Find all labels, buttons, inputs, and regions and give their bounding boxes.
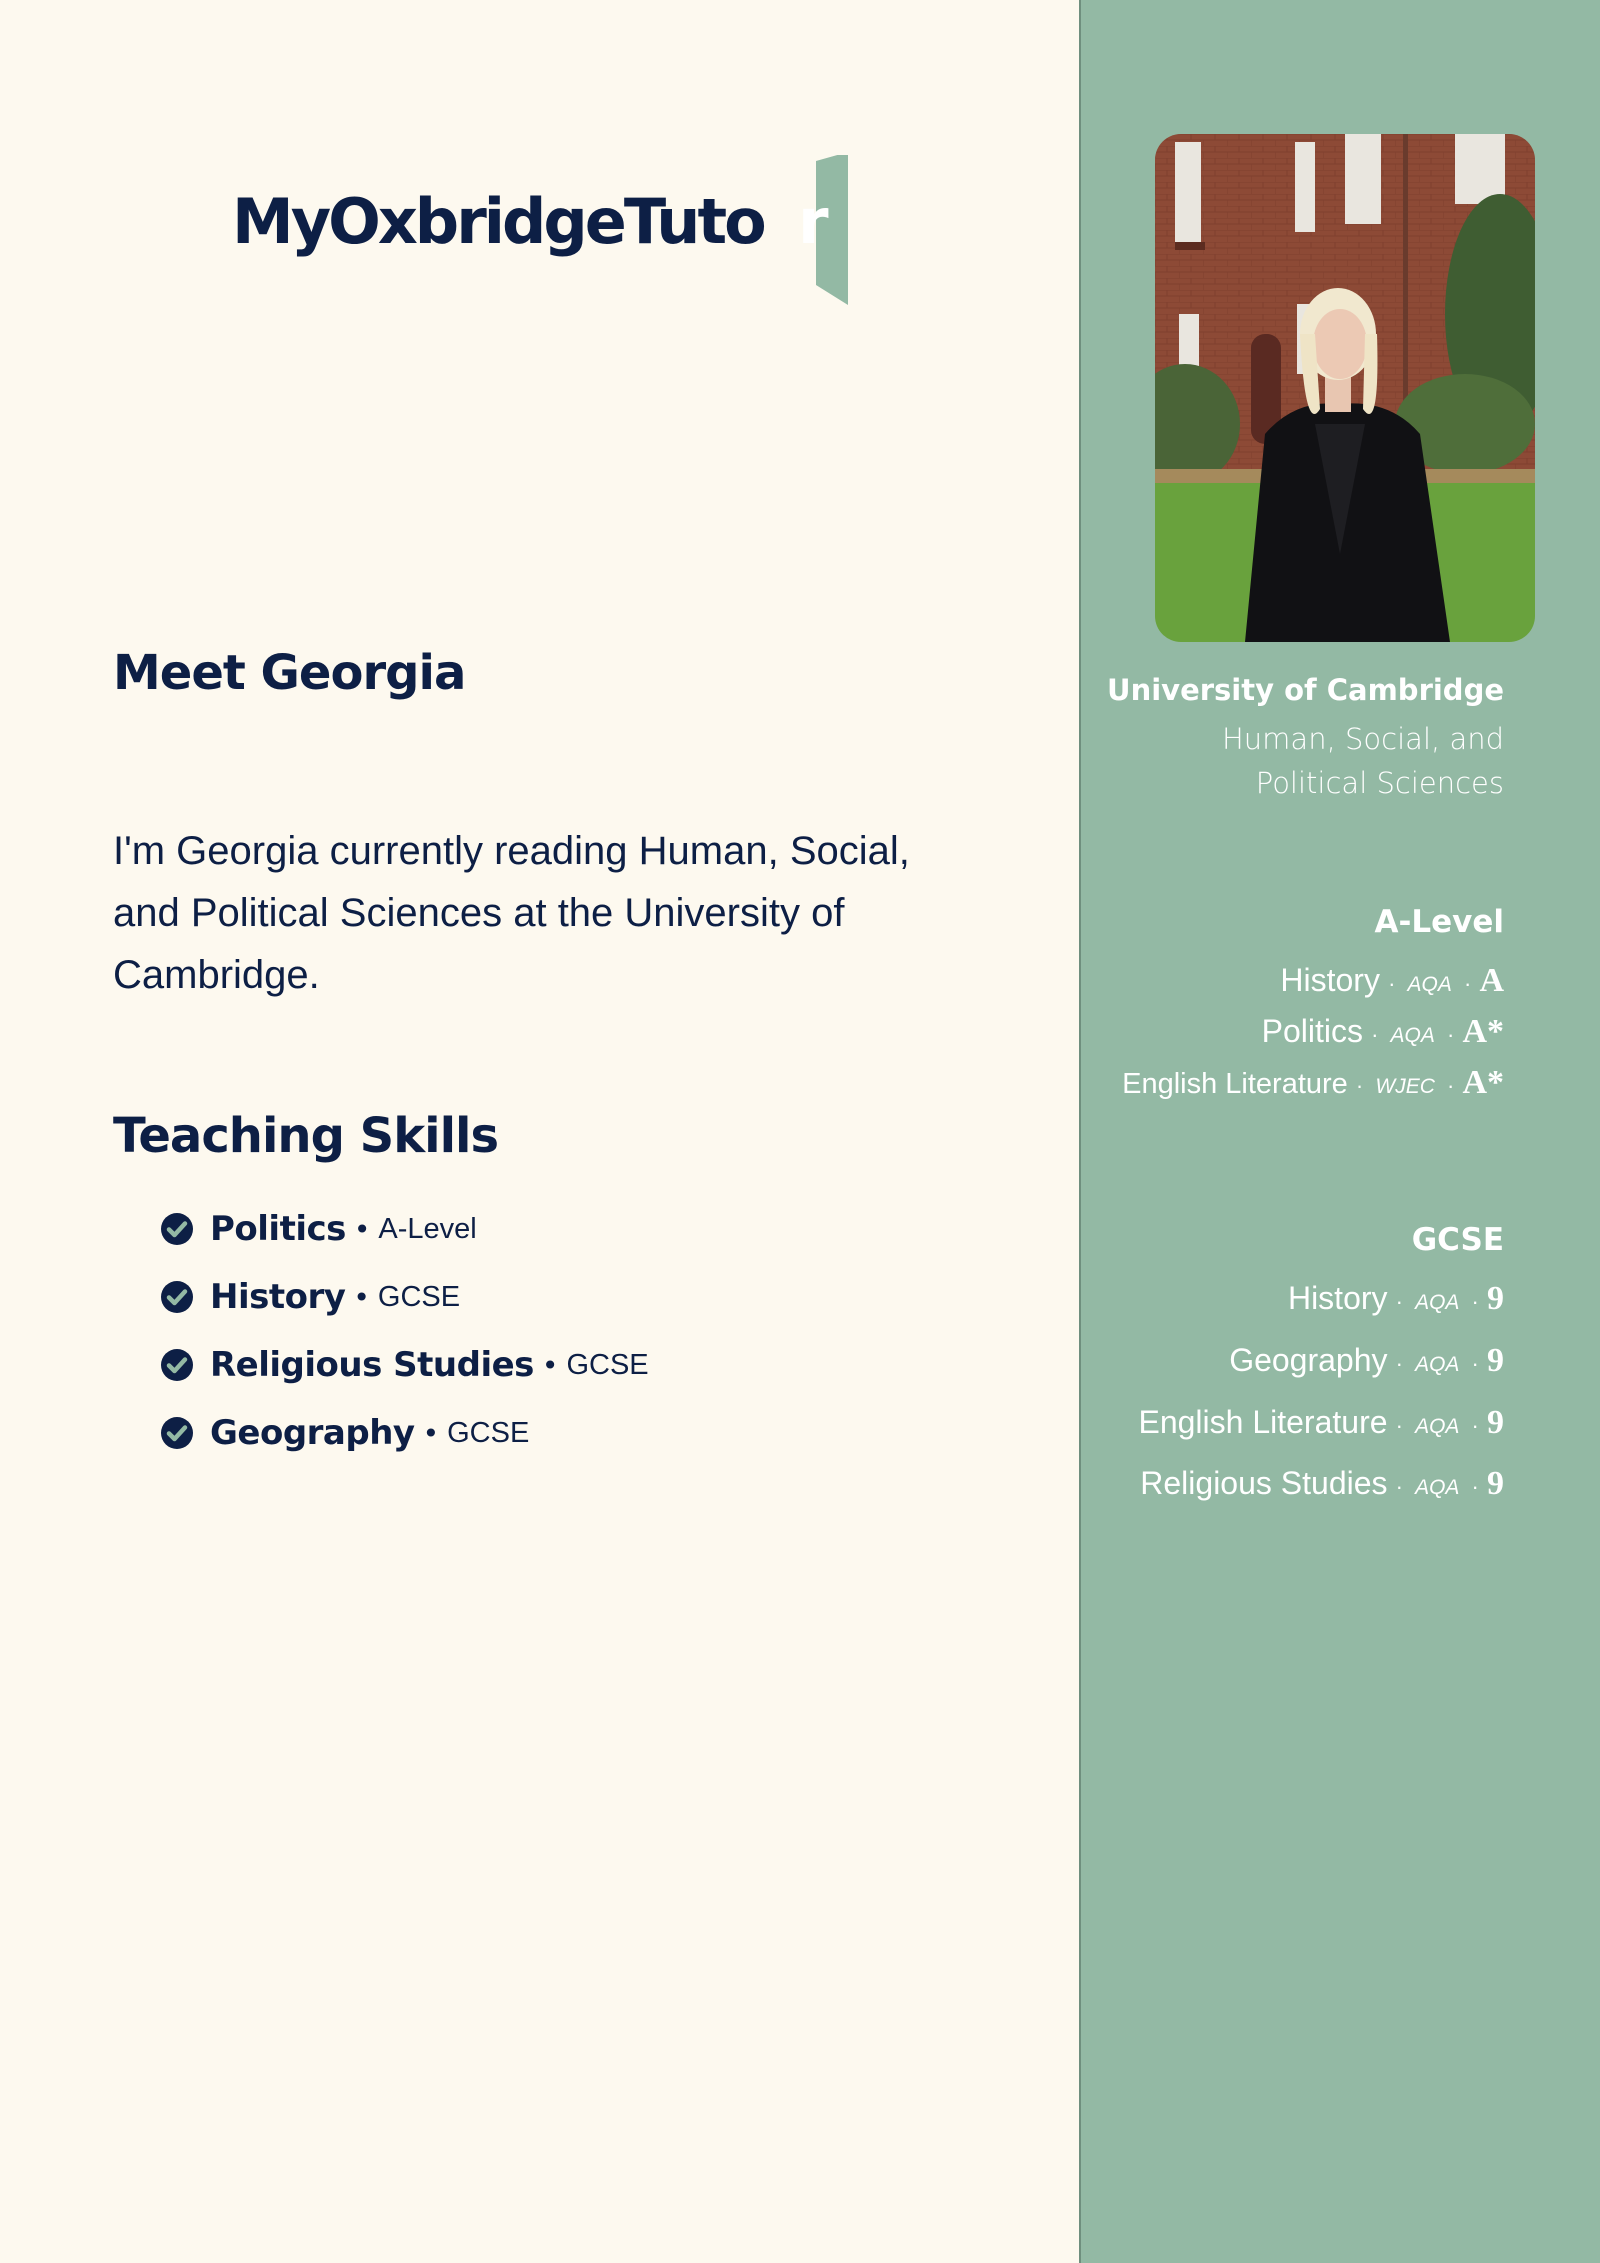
grade-value: 9 bbox=[1487, 1280, 1504, 1317]
course-line: Human, Social, and bbox=[1222, 722, 1504, 756]
skill-item bbox=[160, 1399, 649, 1467]
grade-subject: English Literature bbox=[1138, 1404, 1388, 1440]
skill-level: GCSE bbox=[447, 1416, 530, 1449]
separator-dot: · bbox=[1389, 1413, 1410, 1438]
alevel-row bbox=[1280, 962, 1504, 1000]
skill-item bbox=[160, 1331, 649, 1399]
gcse-heading: GCSE bbox=[1411, 1222, 1504, 1258]
separator-dot: · bbox=[1364, 1022, 1385, 1047]
skill-level: GCSE bbox=[566, 1348, 649, 1381]
teaching-skills-heading: Teaching Skills bbox=[113, 1108, 499, 1164]
separator-dot: · bbox=[1440, 1073, 1461, 1098]
tutor-photo bbox=[1155, 134, 1535, 642]
gcse-row bbox=[1140, 1465, 1504, 1503]
separator-dot: · bbox=[1349, 1073, 1370, 1098]
check-circle-icon bbox=[160, 1212, 194, 1246]
teaching-skills-list bbox=[160, 1195, 649, 1467]
separator-dot: · bbox=[1465, 1351, 1485, 1376]
skill-separator: • bbox=[541, 1348, 559, 1382]
skill-item bbox=[160, 1263, 649, 1331]
university-name: University of Cambridge bbox=[1107, 673, 1504, 707]
skill-separator: • bbox=[353, 1212, 371, 1246]
grade-value: A bbox=[1479, 962, 1504, 999]
page-title: Meet Georgia bbox=[113, 645, 466, 701]
skill-subject: Politics bbox=[210, 1209, 346, 1249]
skill-subject: History bbox=[210, 1277, 346, 1317]
separator-dot: · bbox=[1389, 1351, 1410, 1376]
separator-dot: · bbox=[1465, 1289, 1485, 1314]
grade-value: 9 bbox=[1487, 1465, 1504, 1502]
grade-subject: English Literature bbox=[1122, 1068, 1348, 1100]
exam-board: WJEC bbox=[1375, 1075, 1435, 1098]
skill-item bbox=[160, 1195, 649, 1263]
check-circle-icon bbox=[160, 1348, 194, 1382]
exam-board: AQA bbox=[1390, 1024, 1435, 1047]
exam-board: AQA bbox=[1415, 1476, 1460, 1499]
separator-dot: · bbox=[1389, 1474, 1410, 1499]
course-name bbox=[1144, 717, 1504, 805]
grade-value: 9 bbox=[1487, 1342, 1504, 1379]
alevel-row bbox=[1122, 1064, 1504, 1102]
check-circle-icon bbox=[160, 1280, 194, 1314]
skill-level: A-Level bbox=[378, 1212, 477, 1245]
gcse-row bbox=[1138, 1404, 1504, 1442]
gcse-row bbox=[1229, 1342, 1504, 1380]
check-circle-icon bbox=[160, 1416, 194, 1450]
grade-subject: History bbox=[1287, 1280, 1388, 1316]
grade-subject: Geography bbox=[1229, 1342, 1388, 1378]
grade-value: 9 bbox=[1487, 1404, 1504, 1441]
skill-subject: Religious Studies bbox=[210, 1345, 534, 1385]
gcse-row bbox=[1288, 1280, 1504, 1318]
exam-board: AQA bbox=[1415, 1353, 1460, 1376]
skill-subject: Geography bbox=[210, 1413, 415, 1453]
separator-dot: · bbox=[1389, 1289, 1410, 1314]
exam-board: AQA bbox=[1415, 1291, 1460, 1314]
separator-dot: · bbox=[1465, 1474, 1485, 1499]
grade-subject: Religious Studies bbox=[1140, 1465, 1388, 1501]
separator-dot: · bbox=[1381, 971, 1402, 996]
alevel-heading: A-Level bbox=[1374, 904, 1504, 940]
separator-dot: · bbox=[1465, 1413, 1485, 1438]
skill-separator: • bbox=[353, 1280, 370, 1314]
skill-separator: • bbox=[422, 1416, 440, 1450]
grade-value: A* bbox=[1462, 1013, 1504, 1050]
separator-dot: · bbox=[1440, 1022, 1461, 1047]
course-line: Political Sciences bbox=[1255, 766, 1504, 800]
logo-last-letter: r bbox=[798, 185, 829, 258]
sidebar bbox=[1079, 0, 1600, 2263]
logo-text: MyOxbridgeTuto bbox=[232, 185, 764, 258]
exam-board: AQA bbox=[1415, 1415, 1460, 1438]
skill-level: GCSE bbox=[377, 1280, 461, 1313]
alevel-row bbox=[1262, 1013, 1504, 1051]
intro-paragraph: I'm Georgia currently reading Human, Social, and Political Sciences at the University of Cambridge. bbox=[113, 829, 910, 997]
separator-dot: · bbox=[1457, 971, 1478, 996]
grade-value: A* bbox=[1462, 1064, 1504, 1101]
exam-board: AQA bbox=[1407, 973, 1452, 996]
grade-subject: Politics bbox=[1261, 1013, 1363, 1049]
grade-subject: History bbox=[1280, 962, 1380, 998]
